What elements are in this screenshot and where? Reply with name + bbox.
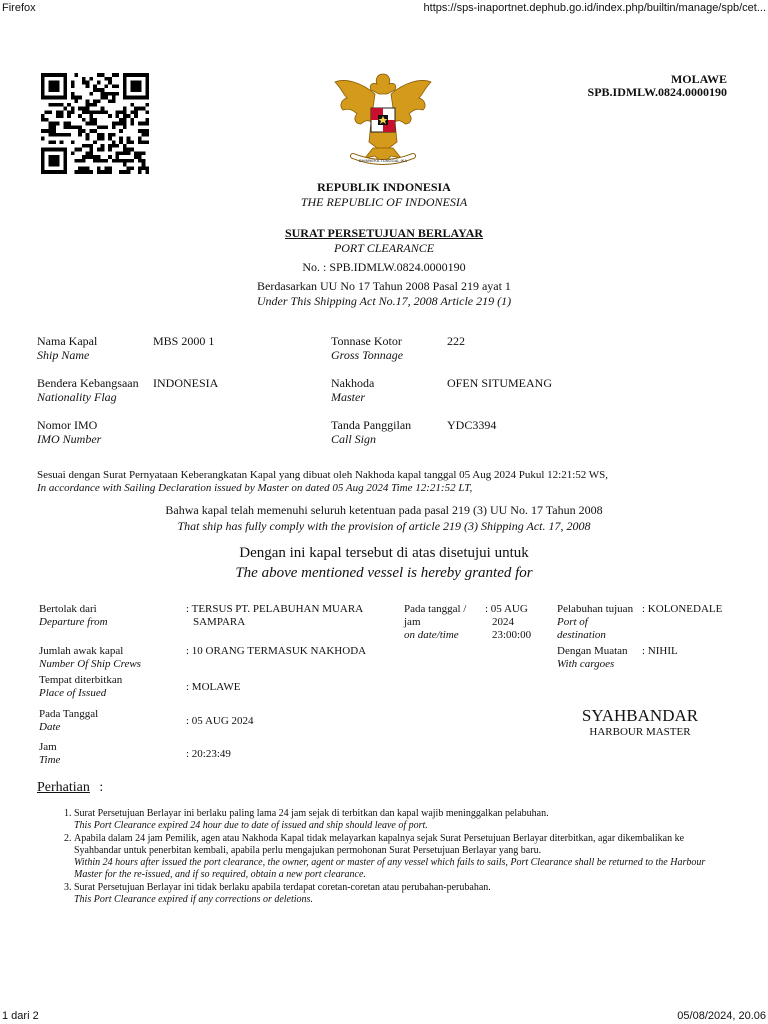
issued-place-value: : MOLAWE [186,681,241,693]
note-item: 3. Surat Persetujuan Berlayar ini tidak berlaku apabila terdapat coretan-coretan atau perubahan-perubahan. This Port Clearance expired if any corrections or deletions. [74,882,714,906]
issued-time-label: Jam Time [39,741,61,766]
note-item: 1. Surat Persetujuan Berlayar ini berlaku paling lama 24 jam sejak di terbitkan dan kapal wajib meninggalkan pelabuhan. This Port Clearance expired 24 hour due to date of issued and ship should leave of port. [74,808,714,832]
comply-statement-en: That ship has fully comply with the provision of article 219 (3) Shipping Act. 17, 2008 [177,519,591,533]
legal-basis-en: Under This Shipping Act No.17, 2008 Article 219 (1) [256,294,512,308]
gross-tonnage-value: 222 [447,334,465,348]
crew-value: : 10 ORANG TERMASUK NAKHODA [186,645,367,657]
garuda-emblem-icon [331,68,435,172]
doc-code: SPB.IDMLW.0824.0000190 [587,85,727,99]
signer-title-en: HARBOUR MASTER [589,726,691,738]
imo-label: Nomor IMO IMO Number [37,418,102,446]
crew-label: Jumlah awak kapal Number Of Ship Crews [39,645,141,670]
cargo-value: : NIHIL [642,645,678,657]
emblem-motto: BHINNEKA TUNGGAL IKA [358,158,408,163]
declaration-line-en: In accordance with Sailing Declaration issued by Master on dated 05 Aug 2024 Time 12:21:52 LT, [37,482,473,494]
gross-tonnage-label: Tonnase Kotor Gross Tonnage [331,334,404,362]
master-label: Nakhoda Master [331,376,375,404]
issued-date-value: : 05 AUG 2024 [186,715,254,727]
flag-label: Bendera Kebangsaan Nationality Flag [37,376,139,404]
departure-date-value: : 05 AUG 2024 23:00:00 [485,603,532,641]
qr-code [41,73,149,174]
departure-label: Bertolak dari Departure from [39,603,108,628]
legal-basis: Berdasarkan UU No 17 Tahun 2008 Pasal 219 ayat 1 [257,279,511,293]
signer-title: SYAHBANDAR [581,706,699,725]
browser-url: https://sps-inaportnet.dephub.go.id/index.php/builtin/manage/spb/cet... [423,2,766,14]
flag-value: INDONESIA [153,376,219,390]
issued-time-value: : 20:23:49 [186,748,231,760]
country-en: THE REPUBLIC OF INDONESIA [300,195,468,209]
master-value: OFEN SITUMEANG [447,376,552,390]
browser-app-name: Firefox [2,2,36,14]
notes-heading: Perhatian : [37,780,104,795]
call-sign-value: YDC3394 [447,418,497,432]
departure-date-label: Pada tanggal / jam on date/time [404,603,467,641]
issued-date-label: Pada Tanggal Date [39,708,99,733]
doc-title: SURAT PERSETUJUAN BERLAYAR [284,226,484,240]
doc-number: No. : SPB.IDMLW.0824.0000190 [302,260,466,274]
ship-name-label: Nama Kapal Ship Name [37,334,98,362]
granted-statement: Dengan ini kapal tersebut di atas disetujui untuk [239,545,529,561]
note-item: 2. Apabila dalam 24 jam Pemilik, agen atau Nakhoda Kapal tidak melayarkan kapalnya sejak Surat Persetujuan Berlayar diterbitkan, agar dikembalikan ke Syahbandar untuk penerbitan kembali, apabila perlu mengajukan permohonan Surat Persetujuan Berlayar yang baru. Within 24 hours after issued the port clearance, the owner, agent or master of any vessel which fails to sails, Port Clearance shall be returned to the Harbour Master for the re-issued, and if so required, obtain a new port clearance. [74,833,714,881]
issued-place-label: Tempat diterbitkan Place of Issued [39,674,123,699]
ship-name-value: MBS 2000 1 [153,334,215,348]
notes-list [54,808,714,907]
call-sign-label: Tanda Panggilan Call Sign [331,418,412,446]
granted-statement-en: The above mentioned vessel is hereby granted for [235,565,533,581]
departure-value: : TERSUS PT. PELABUHAN MUARA SAMPARA [186,603,364,628]
destination-label: Pelabuhan tujuan Port of destination [557,603,634,641]
doc-title-en: PORT CLEARANCE [333,241,435,255]
cargo-label: Dengan Muatan With cargoes [557,645,628,670]
declaration-line: Sesuai dengan Surat Pernyataan Keberangkatan Kapal yang dibuat oleh Nakhoda kapal tanggal 05 Aug 2024 Pukul 12:21:52 WS, [37,469,609,481]
page-counter: 1 dari 2 [2,1010,39,1022]
destination-value: : KOLONEDALE [642,603,723,615]
country: REPUBLIK INDONESIA [317,180,451,194]
port-name: MOLAWE [670,72,727,86]
comply-statement: Bahwa kapal telah memenuhi seluruh ketentuan pada pasal 219 (3) UU No. 17 Tahun 2008 [165,503,603,517]
print-datetime: 05/08/2024, 20.06 [677,1010,766,1022]
